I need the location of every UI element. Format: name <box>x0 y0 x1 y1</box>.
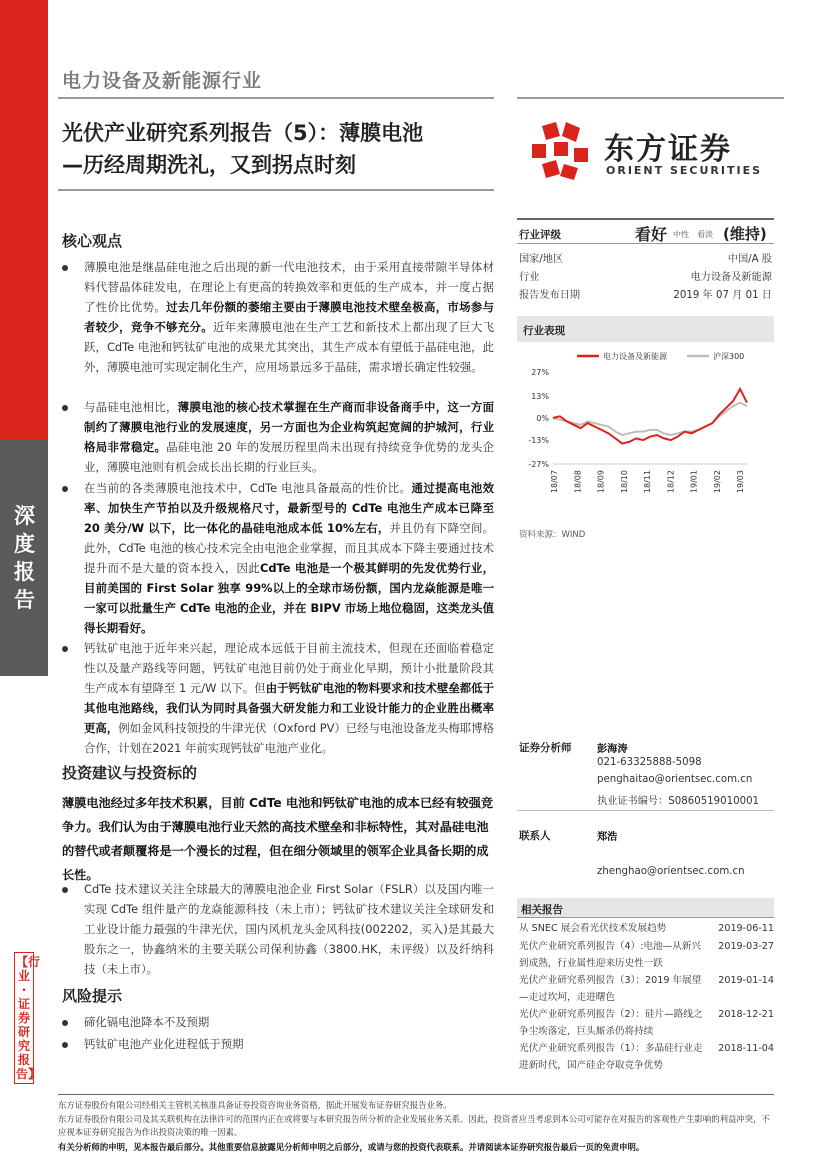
bullet-dot <box>62 486 68 492</box>
related-report[interactable]: 光伏产业研究系列报告（3）：2019 年展望—走过坎坷，走进曙色 2019-01-14 <box>519 975 774 1003</box>
core-views-heading: 核心观点 <box>62 232 123 250</box>
rating-row: 行业 电力设备及新能源 <box>519 272 772 283</box>
rating-option-negative: 看淡 <box>697 230 713 239</box>
core-view-2: 与晶硅电池相比，薄膜电池的核心技术掌握在生产商而非设备商手中，这一方面制约了薄膜电池行业的发展速度，另一方面也为企业构筑起宽阔的护城河，行业格局非常稳定。晶硅电池 20 年的发展历程里尚未出现有持续竞争优势的龙头企业，薄膜电池则有机会成长出长期的行业巨头。 <box>84 400 494 474</box>
bullet-dot <box>62 405 68 411</box>
footer-disclosure-2: 东方证券股份有限公司及其关联机构在法律许可的范围内正在或将要与本研究报告所分析的企业发展业务关系。因此，投资者应当考虑到本公司可能存在对报告的客观性产生影响的利益冲突，不应视本证券研究报告为作出投资决策的唯一因素。 <box>58 1114 770 1137</box>
rating-value: 看好 <box>635 225 668 244</box>
report-title <box>62 117 423 181</box>
analyst-phone: 021-63325888-5098 <box>597 757 702 768</box>
analyst-role: 证券分析师 <box>519 742 572 754</box>
bullet-dot <box>62 887 68 893</box>
brand-name-cn: 东方证券 <box>604 132 732 167</box>
risks-heading: 风险提示 <box>62 987 123 1005</box>
rating-label: 行业评级 <box>519 229 561 241</box>
x-tick-label: 19/02 <box>712 470 722 494</box>
sidebar-red-band <box>0 0 48 440</box>
performance-chart <box>517 346 777 526</box>
investment-summary: 薄膜电池经过多年技术积累，目前 CdTe 电池和钙钛矿电池的成本已经有较强竞争力。我们认为由于薄膜电池行业天然的高技术壁垒和非标特性，其对晶硅电池的替代或者颠覆将是一个漫长的过程，但在细分领域里的领军企业具备长期的成长性。 <box>62 796 494 882</box>
series-line <box>553 403 747 435</box>
footer-divider <box>58 1094 774 1095</box>
legend-label: 沪深300 <box>713 352 745 361</box>
core-view-3: 在当前的各类薄膜电池技术中，CdTe 电池具备最高的性价比。通过提高电池效率、加快生产节拍以及升级规格尺寸，最新型号的 CdTe 电池生产成本已降至 20 美分/W 以下，比一体化的晶硅电池成本低 10%左右，并且仍有下降空间。此外，CdTe 电池的核心技术完全由电池企业掌握，而且其成本下降主要通过技术提升而不是大量的资本投入，因此CdTe 电池是一个极其鲜明的先发优势行业，目前美国的 First Solar 独享 99%以上的全球市场份额，国内龙焱能源是唯一一家可以批量生产 CdTe 电池的企业，并在 BIPV 市场上地位稳固，这类龙头值得长期看好。 <box>84 481 494 635</box>
contact-role: 联系人 <box>519 830 551 842</box>
divider <box>517 97 784 99</box>
risk-item-2: 钙钛矿电池产业化进程低于预期 <box>84 1037 244 1051</box>
report-type-label: 深度报告 <box>14 504 35 612</box>
related-report[interactable]: 从 SNEC 展会看光伏技术发展趋势 2019-06-11 <box>519 923 774 934</box>
y-tick-label: 27% <box>531 368 549 377</box>
divider <box>58 97 494 99</box>
x-tick-label: 19/01 <box>689 470 699 494</box>
chart-source: 资料来源：WIND <box>519 530 586 540</box>
related-header <box>517 898 774 918</box>
core-view-4: 钙钛矿电池于近年来兴起，理论成本远低于目前主流技术，但现在还面临着稳定性以及量产路线等问题，钙钛矿电池目前仍处于商业化早期，预计小批量阶段其生产成本有望降至 1 元/W 以下。但由于钙钛矿电池的物料要求和技术壁垒都低于其他电池路线，我们认为同时具备强大研发能力和工业设计能力的企业胜出概率更高，例如金风科技领投的牛津光伏（Oxford PV）已经与电池设备龙头梅耶博格合作，计划在2021 年前实现钙钛矿电池产业化。 <box>84 641 494 755</box>
contact-name: 郑浩 <box>597 832 618 843</box>
performance-title: 行业表现 <box>523 325 565 337</box>
industry-title: 电力设备及新能源行业 <box>62 70 263 92</box>
investment-heading: 投资建议与投资标的 <box>62 764 198 782</box>
related-title: 相关报告 <box>521 904 563 916</box>
related-report[interactable]: 光伏产业研究系列报告（4）:电池—从新兴到成熟，行业属性迎来历史性一跃 2019-03-27 <box>519 941 774 969</box>
rating-option-neutral: 中性 <box>673 230 689 239</box>
analyst-email[interactable]: penghaitao@orientsec.com.cn <box>597 774 753 785</box>
bullet-dot <box>62 1042 68 1048</box>
bullet-dot <box>62 646 68 652</box>
x-tick-label: 18/08 <box>573 470 583 494</box>
legend-label: 电力设备及新能源 <box>603 352 667 361</box>
analyst-license: 执业证书编号：S0860519010001 <box>597 796 760 807</box>
rating-header <box>517 218 774 244</box>
risk-item-1: 碲化镉电池降本不及预期 <box>84 1015 210 1029</box>
x-tick-label: 18/12 <box>666 470 676 494</box>
x-tick-label: 18/09 <box>596 470 606 494</box>
divider <box>517 810 774 811</box>
x-tick-label: 18/10 <box>619 470 629 494</box>
report-title-line1: 光伏产业研究系列报告（5）：薄膜电池 <box>62 121 424 145</box>
brand-name-en: ORIENT SECURITIES <box>606 164 763 177</box>
related-report[interactable]: 光伏产业研究系列报告（1）：多晶硅行业走进新时代，国产硅企夺取竞争优势 2018-11-04 <box>519 1043 774 1071</box>
related-report[interactable]: 光伏产业研究系列报告（2）：硅片—路线之争尘埃落定，巨头厮杀仍将持续 2018-12-21 <box>519 1009 774 1037</box>
sidebar-white <box>0 676 48 1169</box>
analyst-name: 彭海涛 <box>597 744 628 755</box>
y-tick-label: 0% <box>536 414 549 423</box>
report-title-line2: —历经周期洗礼，又到拐点时刻 <box>62 153 356 177</box>
series-line <box>553 389 747 444</box>
rating-hold: (维持) <box>723 225 767 243</box>
x-tick-label: 18/07 <box>550 470 559 494</box>
footer-disclaimer: 有关分析师的申明，见本报告最后部分。其他重要信息披露见分析师申明之后部分，或请与您的投资代表联系。并请阅读本证券研究报告最后一页的免责申明。 <box>58 1142 645 1152</box>
bullet-dot <box>62 265 68 271</box>
core-view-1: 薄膜电池是继晶硅电池之后出现的新一代电池技术，由于采用直接带隙半导体材料代替晶体硅发电，在理论上有更高的转换效率和更低的生产成本，并一度占据了性价比优势。过去几年份额的萎缩主要由于薄膜电池技术壁垒极高，市场参与者较少，竞争不够充分。近年来薄膜电池在生产工艺和新技术上都出现了巨大飞跃，CdTe 电池和钙钛矿电池的成果尤其突出，其生产成本有望低于晶硅电池，此外，薄膜电池可实现定制化生产，应用场景远多于晶硅，需求增长确定性较强。 <box>84 260 494 374</box>
bullet-dot <box>62 1020 68 1026</box>
rating-row: 报告发布日期 2019 年 07 月 01 日 <box>519 290 772 301</box>
vertical-report-tag: 【行业·证券研究报告】 <box>14 952 34 1084</box>
investment-targets: CdTe 技术建议关注全球最大的薄膜电池企业 First Solar（FSLR）以及国内唯一实现 CdTe 组件量产的龙焱能源科技（未上市）；钙钛矿技术建议关注全球研发和工业设计能力最强的牛津光伏，国内风机龙头金风科技(002202，买入)是其最大股东之一，协鑫纳米的主要关联公司保利协鑫（3800.HK，未评级）以及纤纳科技（未上市）。 <box>84 882 494 976</box>
rating-row: 国家/地区 中国/A 股 <box>519 254 772 265</box>
x-tick-label: 18/11 <box>643 470 652 494</box>
y-tick-label: 13% <box>531 391 549 401</box>
performance-header <box>517 316 774 342</box>
sidebar-report-type <box>0 440 48 676</box>
y-tick-label: -27% <box>528 460 549 469</box>
y-tick-label: -13% <box>528 436 549 446</box>
footer-disclosure-1: 东方证券股份有限公司经相关主管机关核准具备证券投资咨询业务资格，据此开展发布证券研究报告业务。 <box>58 1100 452 1110</box>
orient-logo-icon <box>526 118 596 182</box>
contact-email[interactable]: zhenghao@orientsec.com.cn <box>597 866 745 877</box>
x-tick-label: 19/03 <box>736 470 745 494</box>
divider <box>58 189 494 191</box>
